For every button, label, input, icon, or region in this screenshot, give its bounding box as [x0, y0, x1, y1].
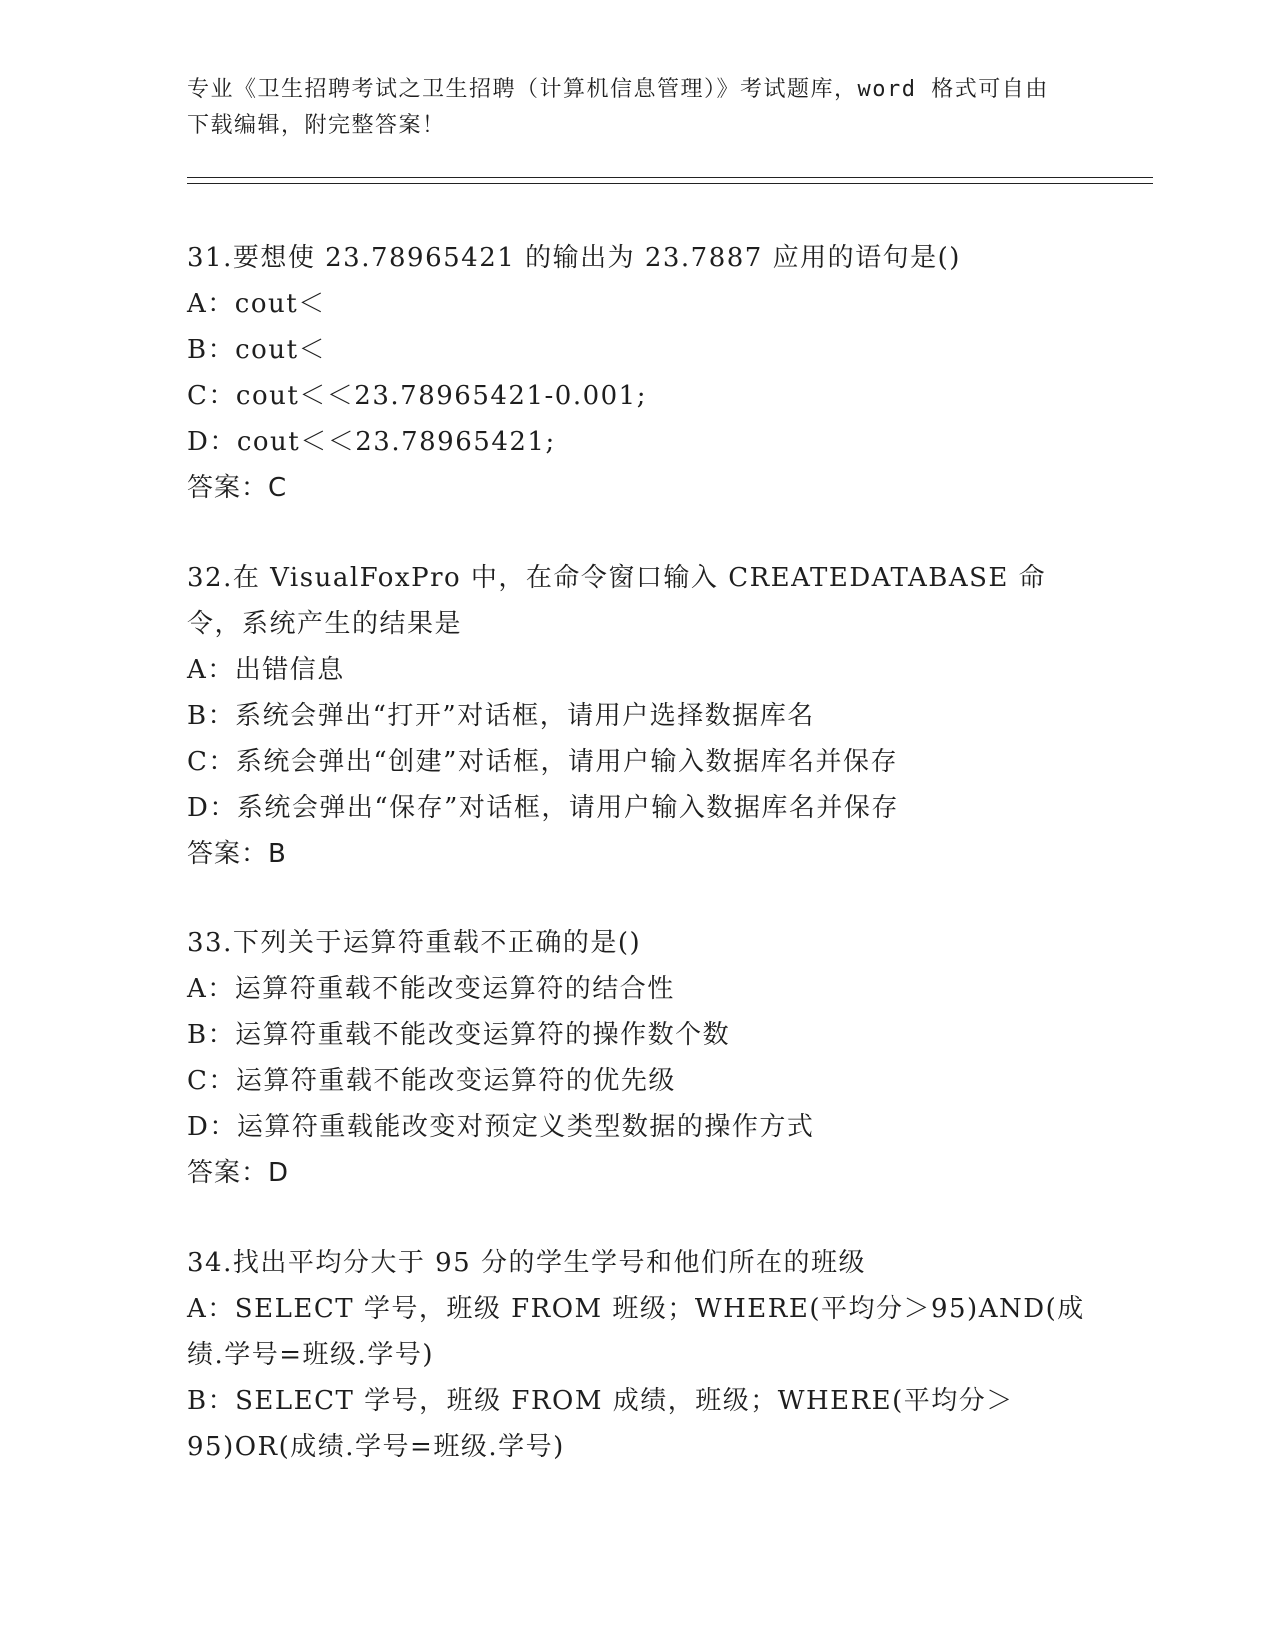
option-a: A：运算符重载不能改变运算符的结合性: [187, 974, 675, 1004]
question-34: [187, 1240, 1087, 1470]
question-33: [187, 920, 1087, 1196]
question-31: [187, 235, 1087, 511]
document-header: 专业《卫生招聘考试之卫生招聘（计算机信息管理）》考试题库，word 格式可自由下载编辑，附完整答案！: [187, 77, 1049, 138]
question-stem: 31.要想使 23.78965421 的输出为 23.7887 应用的语句是(): [187, 243, 961, 273]
option-d: D：cout＜＜23.78965421;: [187, 427, 556, 457]
option-d: D：系统会弹出“保存”对话框，请用户输入数据库名并保存: [187, 793, 899, 823]
option-c: C：运算符重载不能改变运算符的优先级: [187, 1066, 676, 1096]
header-divider-top: [187, 177, 1153, 178]
option-b: B：SELECT 学号，班级 FROM 成绩，班级；WHERE(平均分＞95)OR(成绩.学号=班级.学号): [187, 1386, 1014, 1462]
header-divider-bottom: [187, 183, 1153, 184]
option-c: C：系统会弹出“创建”对话框，请用户输入数据库名并保存: [187, 747, 898, 777]
answer-key: 答案：D: [187, 1158, 290, 1188]
option-a: A：SELECT 学号，班级 FROM 班级；WHERE(平均分＞95)AND(成绩.学号=班级.学号): [187, 1294, 1085, 1370]
question-32: [187, 555, 1087, 877]
question-stem: 33.下列关于运算符重载不正确的是(): [187, 928, 642, 958]
option-b: B：运算符重载不能改变运算符的操作数个数: [187, 1020, 731, 1050]
option-a: A：cout＜: [187, 289, 326, 319]
option-d: D：运算符重载能改变对预定义类型数据的操作方式: [187, 1112, 815, 1142]
question-stem: 34.找出平均分大于 95 分的学生学号和他们所在的班级: [187, 1248, 866, 1278]
option-b: B：cout＜: [187, 335, 327, 365]
answer-key: 答案：B: [187, 839, 287, 869]
option-a: A：出错信息: [187, 655, 345, 685]
question-stem: 32.在 VisualFoxPro 中，在命令窗口输入 CREATEDATABASE 命令，系统产生的结果是: [187, 563, 1047, 639]
answer-key: 答案：C: [187, 473, 288, 503]
option-b: B：系统会弹出“打开”对话框，请用户选择数据库名: [187, 701, 815, 731]
option-c: C：cout＜＜23.78965421-0.001;: [187, 381, 647, 411]
